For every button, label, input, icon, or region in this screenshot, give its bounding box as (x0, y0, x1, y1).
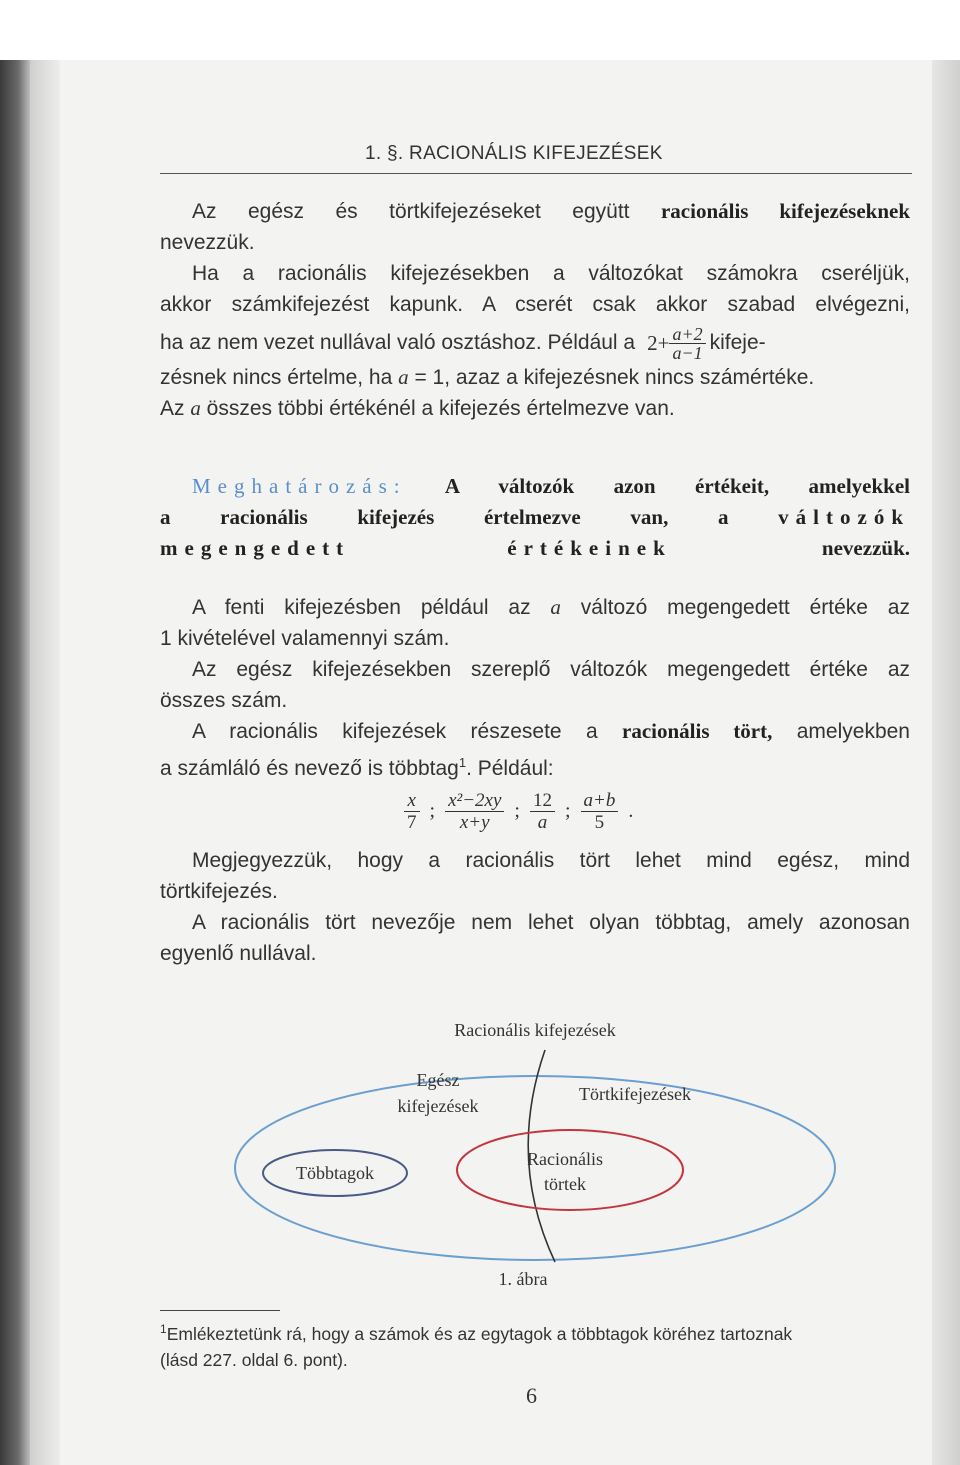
para6-line2: törtkifejezés. (160, 880, 278, 903)
header-rule (160, 173, 912, 174)
label-whole-line1: Egész (416, 1070, 460, 1090)
para7-line2: egyenlő nullával. (160, 942, 317, 965)
para5-line1: A racionális kifejezések részesete a racionális tört, amelyekben (192, 719, 910, 743)
footnote-line2: (lásd 227. oldal 6. pont). (160, 1349, 348, 1370)
label-rational-expressions: Racionális kifejezések (454, 1020, 616, 1040)
scan-binding-gradient (30, 60, 60, 1465)
example-fraction: $\frac{a+2}{a-1}$ (669, 325, 705, 362)
label-polynomials: Többtagok (296, 1163, 374, 1183)
closing-text (160, 845, 910, 969)
para7-line1: A racionális tört nevezője nem lehet olyan többtag, amely azonosan (192, 911, 910, 934)
para2-line3: ha az nem vezet nullával való osztáshoz. Például a 2+ $\frac{a+2}{a-1}$ kifeje- (160, 323, 766, 363)
para2-line4: zésnek nincs értelme, ha a = 1, azaz a kifejezésnek nincs számértéke. (160, 365, 815, 389)
para2-line2: akkor számkifejezést kapunk. A cserét csak akkor szabad elvégezni, (160, 293, 910, 316)
definition-line3: megengedett értékeinek nevezzük. (160, 536, 911, 560)
rational-fractions-ellipse (457, 1130, 683, 1210)
para2-line1: Ha a racionális kifejezésekben a változókat számokra cseréljük, (192, 262, 910, 285)
scan-top-margin (0, 0, 960, 60)
para5-line2: a számláló és nevező is többtag$^1$. Például: (160, 755, 554, 780)
definition-label: Meghatározás: (192, 474, 407, 498)
para3-line2: 1 kivételével valamennyi szám. (160, 627, 450, 650)
term-rational-expressions: racionális kifejezéseknek (660, 199, 910, 223)
section-header: 1. §. RACIONÁLIS KIFEJEZÉSEK (365, 143, 663, 164)
label-rational-fractions-line1: Racionális (527, 1149, 603, 1169)
intro-text (160, 196, 910, 424)
label-rational-fractions-line2: törtek (544, 1174, 586, 1194)
fraction-1: $\frac{x}{7}$ (404, 790, 420, 833)
para6-line1: Megjegyezzük, hogy a racionális tört lehet mind egész, mind (192, 849, 910, 872)
definition-line2: a racionális kifejezés értelmezve van, a változók (160, 505, 910, 529)
scan-right-edge (932, 60, 960, 1465)
footnote-line1: $^1$Emlékeztetünk rá, hogy a számok és az egytagok a többtagok köréhez tartoznak (160, 1322, 793, 1344)
fraction-3: $\frac{12}{a}$ (530, 790, 555, 833)
para1-line1: Az egész és törtkifejezéseket együtt racionális kifejezéseknek (192, 199, 910, 223)
label-fraction-expressions: Törtkifejezések (579, 1084, 691, 1104)
label-whole-line2: kifejezések (397, 1096, 479, 1116)
figure-caption: 1. ábra (498, 1269, 548, 1289)
para2-line5: Az a összes többi értékénél a kifejezés értelmezve van. (160, 396, 675, 420)
fraction-4: $\frac{a+b}{5}$ (581, 790, 619, 833)
para4-line1: Az egész kifejezésekben szereplő változók megengedett értéke az (192, 658, 910, 681)
footnote-rule (160, 1310, 280, 1311)
para4-line2: összes szám. (160, 689, 288, 712)
term-allowed-values: megengedett értékeinek (160, 536, 672, 560)
footnote (160, 1316, 912, 1373)
scan-binding-shadow (0, 60, 30, 1465)
term-rational-fraction: racionális tört, (622, 719, 773, 743)
venn-diagram (225, 1010, 845, 1300)
para3-line1: A fenti kifejezésben például az a változó megengedett értéke az (192, 595, 910, 619)
example-fractions: $\frac{x}{7}$ ; $\frac{\text{x²−2xy}}{x+y}$ ; $\frac{12}{a}$ ; $\frac{a+b}{5}$ . (400, 790, 639, 833)
fraction-2: $\frac{\text{x²−2xy}}{x+y}$ (445, 790, 504, 833)
para1-line2: nevezzük. (160, 231, 255, 254)
definition-line1: Meghatározás: A változók azon értékeit, amelyekkel (192, 474, 910, 498)
body-text (160, 592, 910, 778)
definition-block (160, 470, 910, 563)
term-variables: változók (778, 505, 910, 529)
page-number: 6 (526, 1383, 537, 1408)
